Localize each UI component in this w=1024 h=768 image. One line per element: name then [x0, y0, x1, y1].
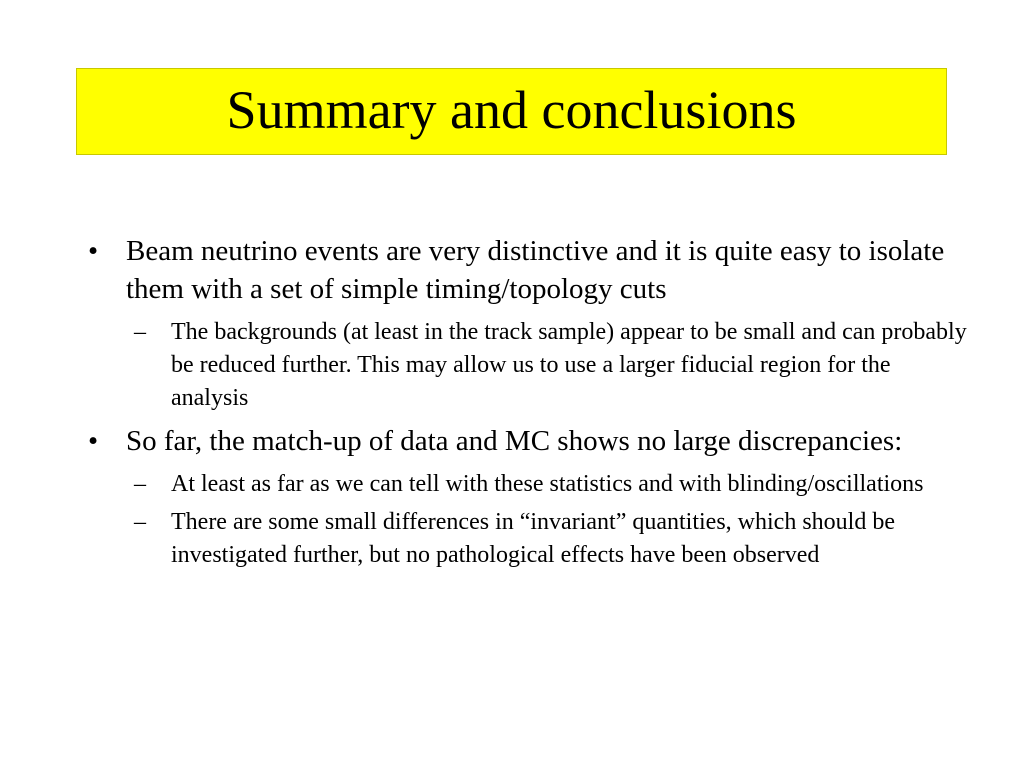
- sub-bullet-marker: –: [134, 319, 146, 345]
- sub-bullet-item: [134, 468, 968, 501]
- bullet-item: [88, 422, 968, 460]
- bullet-text: So far, the match-up of data and MC shows no large discrepancies:: [126, 425, 903, 457]
- slide-title: Summary and conclusions: [226, 79, 797, 140]
- sub-bullet-item: [134, 506, 968, 572]
- bullet-list: [88, 232, 968, 572]
- sub-bullet-text: The backgrounds (at least in the track sample) appear to be small and can probably be reduced further. This may allow us to use a larger fiducial region for the analysis: [171, 319, 967, 411]
- sub-bullet-text: There are some small differences in “invariant” quantities, which should be investigated further, but no pathological effects have been observed: [171, 509, 895, 568]
- bullet-marker: •: [88, 235, 99, 267]
- sub-bullet-text: At least as far as we can tell with these statistics and with blinding/oscillations: [171, 471, 924, 497]
- bullet-text: Beam neutrino events are very distinctive and it is quite easy to isolate them with a set of simple timing/topology cuts: [126, 235, 945, 305]
- sub-bullet-marker: –: [134, 471, 146, 497]
- title-banner: [76, 68, 947, 155]
- sub-bullet-marker: –: [134, 509, 146, 535]
- bullet-item: [88, 232, 968, 308]
- bullet-marker: •: [88, 425, 99, 457]
- sub-bullet-item: [134, 316, 968, 415]
